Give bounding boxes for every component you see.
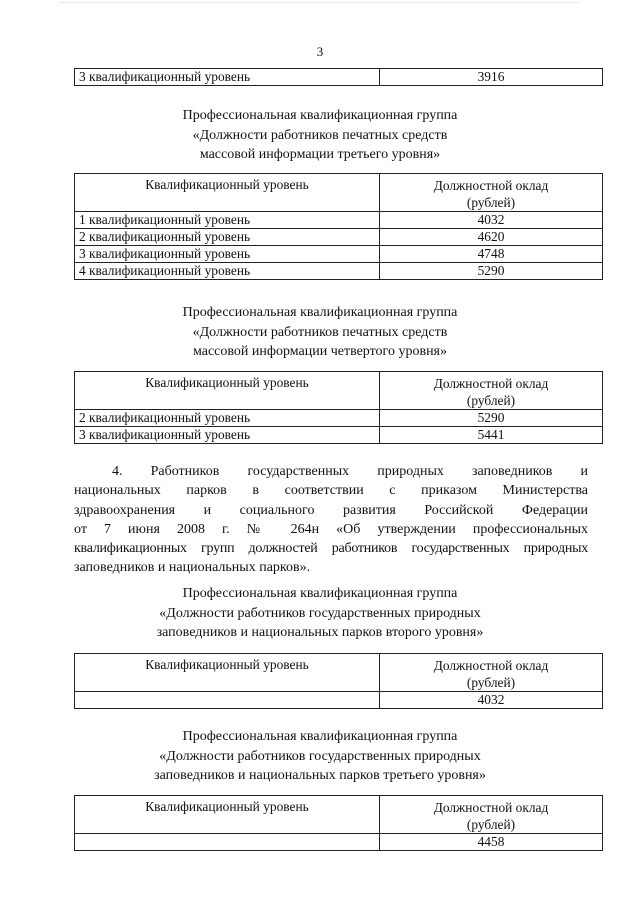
salary-cell: 4620 <box>380 229 603 246</box>
column-header-salary: Должностной оклад (рублей) <box>380 654 603 692</box>
salary-cell: 3916 <box>380 69 603 86</box>
table-reserve-third <box>74 795 603 851</box>
paragraph-line: 4. Работников государственных природных заповедников и <box>112 464 588 479</box>
table-row <box>75 69 603 86</box>
level-cell: 3 квалификационный уровень <box>75 246 380 263</box>
group-title-print-third: Профессиональная квалификационная группа «Должности работников печатных средств массовой информации третьего уровня» <box>182 108 458 162</box>
paragraph-line: квалификационных групп должностей работников государственных природных <box>74 541 588 557</box>
level-cell: 2 квалификационный уровень <box>75 410 380 427</box>
table-header-row <box>75 796 603 834</box>
salary-cell: 4458 <box>380 834 603 851</box>
paragraph-item-4 <box>74 462 588 578</box>
level-cell: 3 квалификационный уровень <box>75 69 380 86</box>
level-cell: 2 квалификационный уровень <box>75 229 380 246</box>
level-cell <box>75 692 380 709</box>
column-header-level: Квалификационный уровень <box>75 372 380 410</box>
column-header-salary: Должностной оклад (рублей) <box>380 174 603 212</box>
table-row <box>75 263 603 280</box>
paragraph-line: от 7 июня 2008 г. № 264н «Об утверждении профессиональных <box>74 521 588 537</box>
table-row <box>75 212 603 229</box>
table-reserve-second <box>74 653 603 709</box>
table-row <box>75 229 603 246</box>
salary-cell: 4032 <box>380 212 603 229</box>
paragraph-line: здравоохранения и социального развития Российской Федерации <box>74 502 588 518</box>
column-header-salary: Должностной оклад (рублей) <box>380 796 603 834</box>
table-row <box>75 427 603 444</box>
table-continued <box>74 68 603 86</box>
level-cell <box>75 834 380 851</box>
table-print-fourth <box>74 371 603 444</box>
salary-cell: 5290 <box>380 410 603 427</box>
column-header-salary: Должностной оклад (рублей) <box>380 372 603 410</box>
salary-cell: 5290 <box>380 263 603 280</box>
page-number: 3 <box>316 44 324 59</box>
level-cell: 4 квалификационный уровень <box>75 263 380 280</box>
salary-cell: 4748 <box>380 246 603 263</box>
column-header-level: Квалификационный уровень <box>75 174 380 212</box>
level-cell: 3 квалификационный уровень <box>75 427 380 444</box>
scan-artifact-line <box>60 2 580 9</box>
table-print-third <box>74 173 603 280</box>
column-header-level: Квалификационный уровень <box>75 654 380 692</box>
group-title-reserve-second: Профессиональная квалификационная группа «Должности работников государственных природных заповедников и национальных парков второго уровня» <box>156 586 484 640</box>
salary-cell: 4032 <box>380 692 603 709</box>
group-title-print-fourth: Профессиональная квалификационная группа «Должности работников печатных средств массовой информации четвертого уровня» <box>182 305 458 359</box>
level-cell: 1 квалификационный уровень <box>75 212 380 229</box>
salary-cell: 5441 <box>380 427 603 444</box>
paragraph-line: национальных парков в соответствии с приказом Министерства <box>74 483 588 499</box>
table-header-row <box>75 372 603 410</box>
table-header-row <box>75 654 603 692</box>
table-row <box>75 246 603 263</box>
table-row <box>75 410 603 427</box>
table-row <box>75 692 603 709</box>
column-header-level: Квалификационный уровень <box>75 796 380 834</box>
group-title-reserve-third: Профессиональная квалификационная группа «Должности работников государственных природных заповедников и национальных парков третьего уровня» <box>154 729 486 783</box>
table-row <box>75 834 603 851</box>
table-header-row <box>75 174 603 212</box>
paragraph-line: заповедников и национальных парков». <box>74 560 311 576</box>
